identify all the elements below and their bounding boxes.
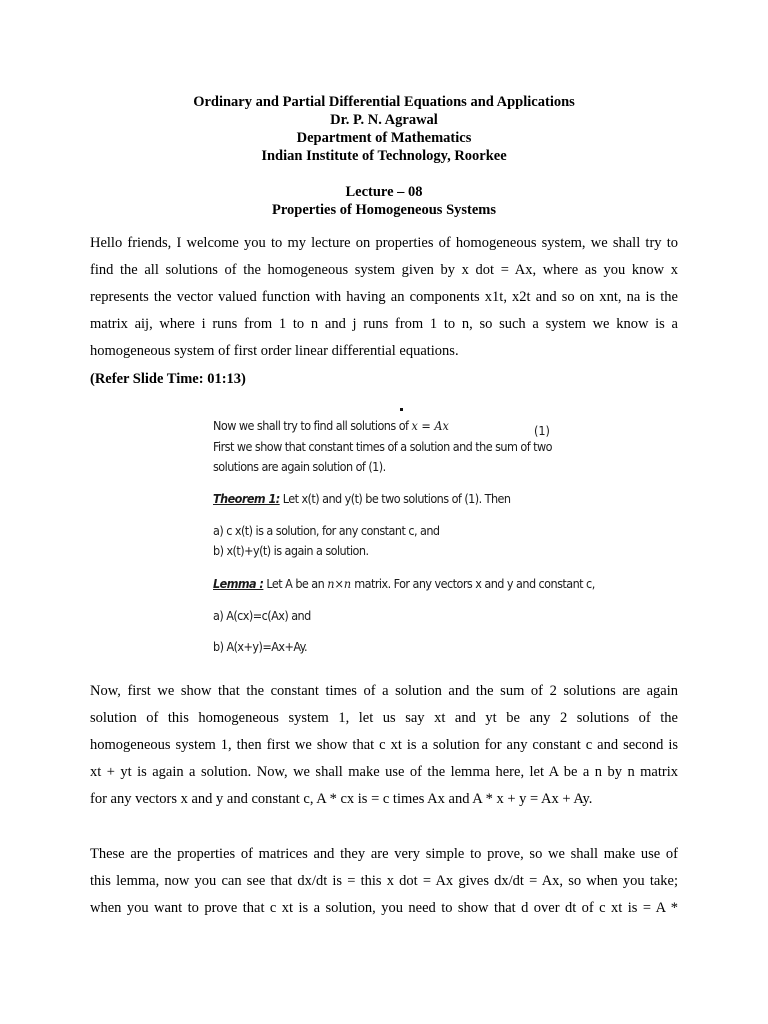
theorem-item-a: a) c x(t) is a solution, for any constant c, and — [213, 523, 440, 538]
lecture-heading — [0, 183, 768, 219]
slide-line-3: solutions are again solution of (1). — [213, 459, 386, 474]
slide-equation: x = Ax — [411, 418, 449, 433]
theorem-label: Theorem 1: — [213, 491, 280, 506]
course-title: Ordinary and Partial Differential Equations and Applications — [193, 94, 575, 110]
paragraph-explanation — [90, 678, 678, 813]
text-line: matrix aij, where i runs from 1 to n and j runs from 1 to n, so such a system we know is a — [90, 316, 678, 332]
slide-line-2: First we show that constant times of a solution and the sum of two — [213, 439, 552, 454]
text-line: homogeneous system 1, then first we show that c xt is a solution for any constant c and second is — [90, 737, 678, 753]
lemma-label: Lemma : — [213, 576, 264, 591]
paragraph-intro — [90, 230, 678, 365]
text-line: homogeneous system of first order linear differential equations. — [90, 343, 459, 359]
text-line: These are the properties of matrices and they are very simple to prove, so we shall make use of — [90, 846, 678, 862]
theorem-text: Let x(t) and y(t) be two solutions of (1). Then — [282, 491, 511, 506]
department-name: Department of Mathematics — [296, 130, 472, 146]
theorem-item-b: b) x(t)+y(t) is again a solution. — [213, 543, 369, 558]
equation-number: (1) — [534, 423, 550, 438]
author-name: Dr. P. N. Agrawal — [330, 112, 438, 128]
institute-name: Indian Institute of Technology, Roorkee — [261, 148, 507, 164]
lecture-number: Lecture – 08 — [345, 184, 423, 200]
text-line: represents the vector valued function with having an components x1t, x2t and so on xnt, na is the — [90, 289, 678, 305]
text-line: this lemma, now you can see that dx/dt is = this x dot = Ax gives dx/dt = Ax, so when you take; — [90, 873, 678, 889]
paragraph-properties — [90, 841, 678, 922]
lemma-line — [213, 576, 595, 591]
lemma-text-post: matrix. For any vectors x and y and constant c, — [354, 576, 595, 591]
title-block — [0, 93, 768, 165]
lecture-title: Properties of Homogeneous Systems — [271, 202, 497, 218]
lemma-item-b: b) A(x+y)=Ax+Ay. — [213, 639, 307, 654]
text-line: solution of this homogeneous system 1, let us say xt and yt be any 2 solutions of the — [90, 710, 678, 726]
x-dot-mark — [400, 408, 403, 411]
lemma-text-pre: Let A be an — [266, 576, 325, 591]
lemma-item-a: a) A(cx)=c(Ax) and — [213, 608, 311, 623]
theorem-line — [213, 491, 511, 506]
text-line: Now, first we show that the constant times of a solution and the sum of 2 solutions are again — [90, 683, 678, 699]
slide-line-1 — [213, 418, 449, 433]
text-line: find the all solutions of the homogeneous system given by x dot = Ax, where as you know x — [90, 262, 678, 278]
text-line: when you want to prove that c xt is a solution, you need to show that d over dt of c xt is = A * — [90, 900, 678, 916]
slide-text: Now we shall try to find all solutions of — [213, 418, 409, 433]
text-line: for any vectors x and y and constant c, A * cx is = c times Ax and A * x + y = Ax + Ay. — [90, 791, 593, 807]
text-line: Hello friends, I welcome you to my lecture on properties of homogeneous system, we shall try to — [90, 235, 678, 251]
lemma-nxn: n×n — [327, 576, 352, 591]
text-line: xt + yt is again a solution. Now, we shall make use of the lemma here, let A be a n by n matrix — [90, 764, 678, 780]
slide-time-reference: (Refer Slide Time: 01:13) — [90, 371, 246, 387]
lecture-slide-image — [213, 406, 595, 658]
